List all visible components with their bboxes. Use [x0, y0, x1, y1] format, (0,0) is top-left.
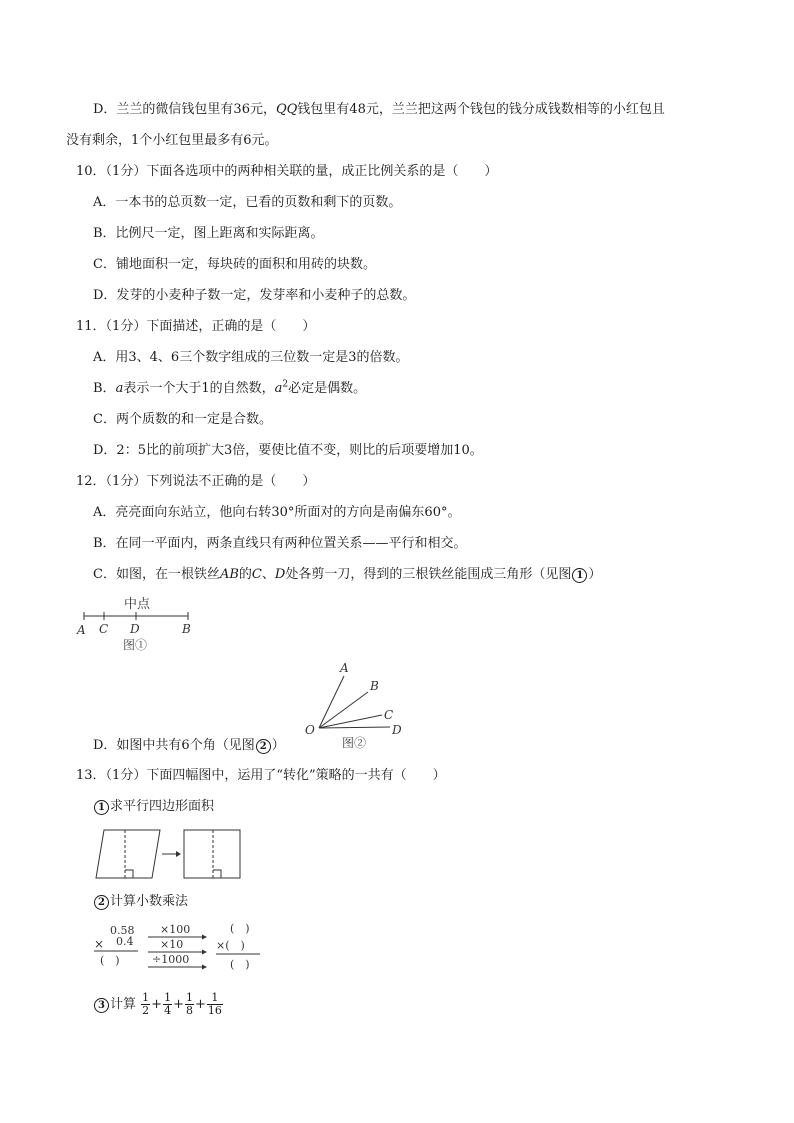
q10-option-d[interactable]: D．发芽的小麦种子数一定，发芽率和小麦种子的总数。 — [93, 288, 416, 303]
figure-1-segment — [72, 594, 212, 658]
q10-option-a[interactable]: A．一本书的总页数一定，已看的页数和剩下的页数。 — [93, 195, 402, 210]
circled-number: 2 — [256, 739, 271, 754]
q12-stem: 12．（1分）下列说法不正确的是（ ） — [76, 474, 316, 489]
q13-item-2: 2 计算小数乘法 — [93, 894, 188, 910]
fig1-point-c: C — [99, 622, 109, 636]
q11-option-d[interactable]: D．2：5比的前项扩大3倍，要使比值不变，则比的后项要增加10。 — [93, 443, 483, 458]
fig2-ray-a: A — [340, 661, 349, 675]
fig1-point-b: B — [182, 622, 191, 636]
mult-result-top: ( ) — [230, 922, 250, 935]
q9-option-d-line2: 没有剩余，1个小红包里最多有6元。 — [66, 133, 278, 148]
q12-option-c[interactable]: C．如图，在一根铁丝AB的C、D处各剪一刀，得到的三根铁丝能围成三角形（见图 1 ） — [93, 567, 602, 582]
circled-number: 3 — [94, 998, 109, 1013]
q11-option-c[interactable]: C．两个质数的和一定是合数。 — [93, 412, 272, 427]
fig2-caption: 图② — [342, 736, 367, 750]
fig2-ray-b: B — [370, 679, 379, 693]
q10-option-c[interactable]: C．铺地面积一定，每块砖的面积和用砖的块数。 — [93, 257, 376, 272]
q13-item-3: 3 计算 $\frac{1}{2}$ + $\frac{1}{4}$ + $\frac{1}{8}$ + $\frac{1}{16}$ — [93, 991, 224, 1019]
mult-times-sign: × — [94, 937, 105, 951]
circled-number: 1 — [572, 568, 587, 583]
circled-number: 2 — [94, 895, 109, 910]
q11-option-a[interactable]: A．用3、4、6三个数字组成的三位数一定是3的倍数。 — [93, 350, 409, 365]
fig2-ray-c: C — [384, 708, 394, 722]
figure-decimal-multiplication — [90, 918, 270, 980]
q12-option-d[interactable]: D．如图中共有6个角（见图 2 ） — [93, 738, 285, 753]
figure-2-angles — [300, 658, 410, 758]
q13-stem: 13．（1分）下面四幅图中，运用了“转化”策略的一共有（ ） — [76, 768, 446, 783]
mult-top-number: 0.58 — [110, 924, 135, 937]
circled-number: 1 — [94, 800, 109, 815]
fraction: $\frac{1}{4}$ — [164, 991, 172, 1017]
fraction: $\frac{1}{16}$ — [207, 991, 222, 1017]
mult-result-bottom: ( ) — [230, 958, 250, 971]
fig1-point-a: A — [77, 623, 86, 637]
q11-option-b[interactable]: B．a表示一个大于1的自然数，$a^2$必定是偶数。 — [93, 379, 367, 396]
fig2-ray-d: D — [392, 723, 402, 737]
mult-op-3: ÷1000 — [152, 953, 190, 966]
mult-op-2: ×10 — [160, 938, 184, 951]
fig1-caption: 图① — [123, 638, 148, 652]
fig2-vertex-o: O — [305, 723, 315, 737]
q10-option-b[interactable]: B．比例尺一定，图上距离和实际距离。 — [93, 226, 324, 241]
q13-item-1: 1 求平行四边形面积 — [93, 799, 214, 815]
mult-result-mid: ×( ) — [216, 939, 245, 952]
q9-option-d: D．兰兰的微信钱包里有36元，QQ钱包里有48元，兰兰把这两个钱包的钱分成钱数相等的小红包且 — [93, 102, 665, 117]
q11-stem: 11．（1分）下面描述，正确的是（ ） — [76, 319, 316, 334]
figure-parallelogram-transform — [92, 826, 252, 888]
fraction: $\frac{1}{2}$ — [142, 991, 150, 1017]
fig1-point-d: D — [130, 622, 140, 636]
fraction: $\frac{1}{8}$ — [185, 991, 193, 1017]
fig1-midpoint-label: 中点 — [124, 597, 151, 612]
mult-result: ( ) — [100, 954, 120, 967]
mult-bottom-number: 0.4 — [116, 935, 134, 948]
q12-option-b[interactable]: B．在同一平面内，两条直线只有两种位置关系——平行和相交。 — [93, 536, 467, 551]
q12-option-a[interactable]: A．亮亮面向东站立，他向右转30°所面对的方向是南偏东60°。 — [93, 505, 461, 520]
mult-op-1: ×100 — [160, 923, 191, 936]
q10-stem: 10．（1分）下面各选项中的两种相关联的量，成正比例关系的是（ ） — [76, 164, 498, 179]
